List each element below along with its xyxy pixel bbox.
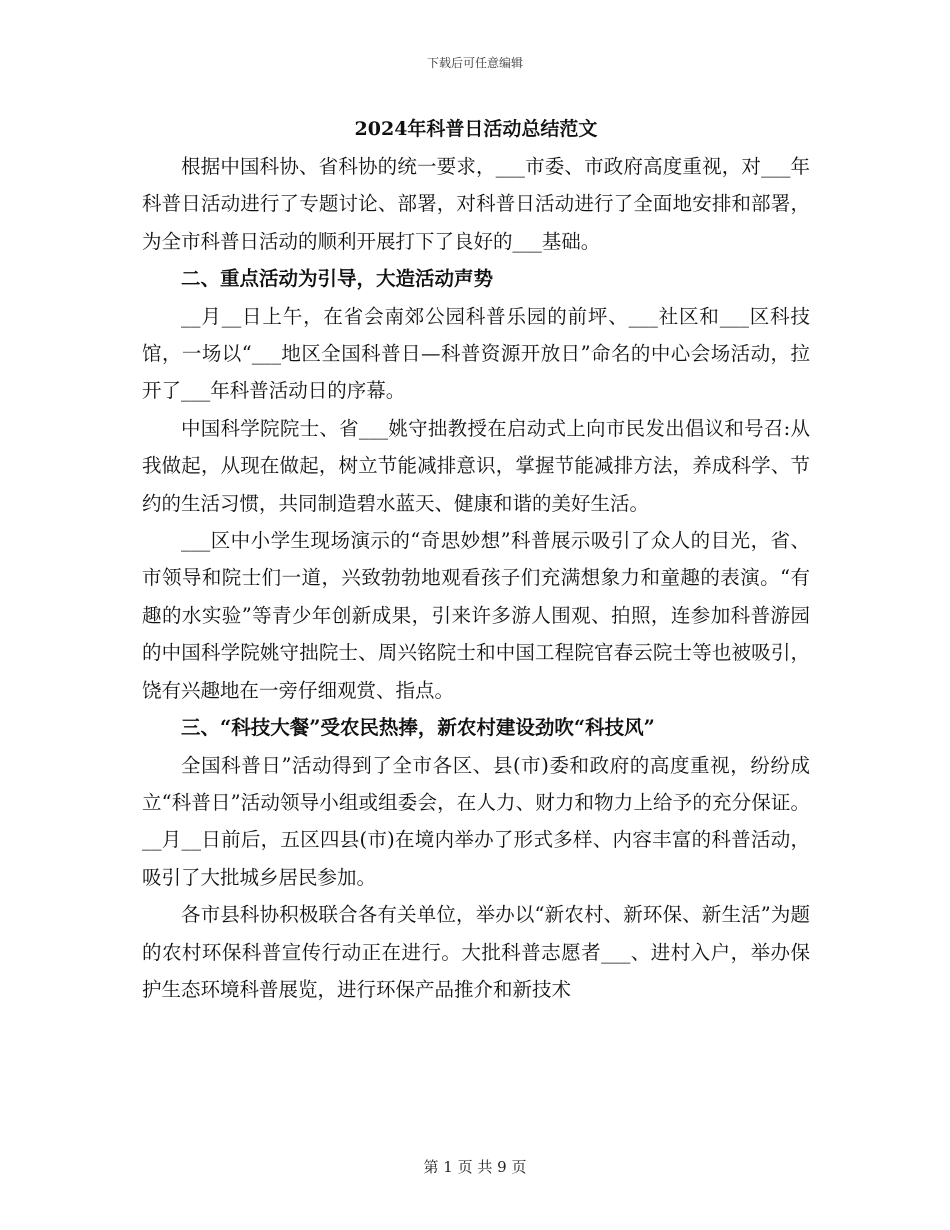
body-paragraph: 各市县科协积极联合各有关单位，举办以“新农村、新环保、新生活”为题的农村环保科普宣传行动正在进行。大批科普志愿者___、进村入户，举办保护生态环境科普展览，进行环保产品推介和新技术 [142, 903, 810, 1001]
page-header-note: 下载后可任意编辑 [426, 56, 523, 70]
page-number: 第 1 页 共 9 页 [423, 1158, 527, 1176]
body-paragraph: 中国科学院院士、省___姚守拙教授在启动式上向市民发出倡议和号召:从我做起，从现在做起，树立节能减排意识，掌握节能减排方法，养成科学、节约的生活习惯，共同制造碧水蓝天、健康和谐的美好生活。 [142, 416, 810, 515]
section-heading: 二、重点活动为引导，大造活动声势 [181, 267, 494, 291]
document-blocks [142, 148, 810, 1008]
body-paragraph: 根据中国科协、省科协的统一要求，___市委、市政府高度重视，对___年科普日活动进行了专题讨论、部署，对科普日活动进行了全面地安排和部署，为全市科普日活动的顺利开展打下了良好的___基础。 [142, 155, 810, 253]
section-heading: 三、“科技大餐”受农民热捧，新农村建设劲吹“科技风” [181, 716, 655, 740]
document-title: 2024年科普日活动总结范文 [354, 118, 598, 140]
body-paragraph: ___区中小学生现场演示的“奇思妙想”科普展示吸引了众人的目光，省、市领导和院士们一道，兴致勃勃地观看孩子们充满想象力和童趣的表演。“有趣的水实验”等青少年创新成果，引来许多游人围观、拍照，连参加科普游园的中国科学院姚守拙院士、周兴铭院士和中国工程院官春云院士等也被吸引，饶有兴趣地在一旁仔细观赏、指点。 [142, 529, 810, 702]
body-paragraph: __月__日上午，在省会南郊公园科普乐园的前坪、___社区和___区科技馆，一场以“___地区全国科普日—科普资源开放日”命名的中心会场活动，拉开了___年科普活动日的序幕。 [142, 304, 810, 403]
document-body [142, 110, 810, 1008]
body-paragraph: 全国科普日”活动得到了全市各区、县(市)委和政府的高度重视，纷纷成立“科普日”活动领导小组或组委会，在人力、财力和物力上给予的充分保证。__月__日前后，五区四县(市)在境内举办了形式多样、内容丰富的科普活动，吸引了大批城乡居民参加。 [142, 753, 810, 889]
